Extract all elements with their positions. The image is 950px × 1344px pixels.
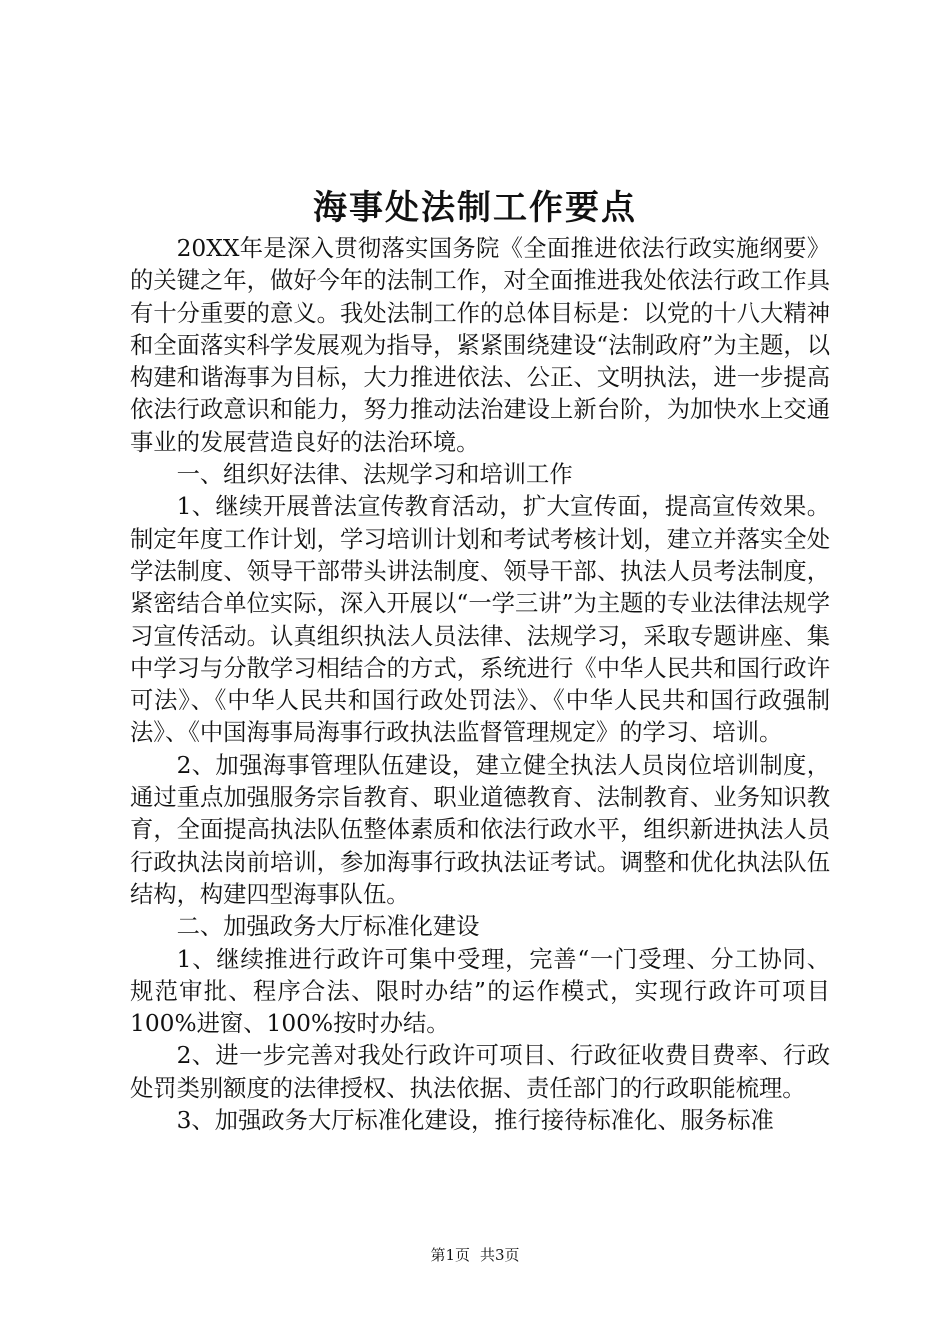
paragraph-1-1: 1、继续开展普法宣传教育活动，扩大宣传面，提高宣传效果。制定年度工作计划，学习培训计划和考试考核计划，建立并落实全处学法制度、领导干部带头讲法制度、领导干部、执法人员考法制度，紧密结合单位实际，深入开展以“一学三讲”为主题的专业法律法规学习宣传活动。认真组织执法人员法律、法规学习，采取专题讲座、集中学习与分散学习相结合的方式，系统进行《中华人民共和国行政许可法》、《中华人民共和国行政处罚法》、《中华人民共和国行政强制法》、《中国海事局海事行政执法监督管理规定》的学习、培训。 <box>130 493 830 747</box>
paragraph-2-1: 1、继续推进行政许可集中受理，完善“一门受理、分工协同、规范审批、程序合法、限时办结”的运作模式，实现行政许可项目100%进窗、100%按时办结。 <box>130 945 830 1038</box>
page-number: 第1页 <box>430 1246 470 1264</box>
paragraph-intro: 20XX年是深入贯彻落实国务院《全面推进依法行政实施纲要》的关键之年，做好今年的法制工作，对全面推进我处依法行政工作具有十分重要的意义。我处法制工作的总体目标是：以党的十八大精神和全面落实科学发展观为指导，紧紧围绕建设“法制政府”为主题，以构建和谐海事为目标，大力推进依法、公正、文明执法，进一步提高依法行政意识和能力，努力推动法治建设上新台阶，为加快水上交通事业的发展营造良好的法治环境。 <box>130 235 830 456</box>
section-heading-1: 一、组织好法律、法规学习和培训工作 <box>176 461 573 489</box>
section-heading-2: 二、加强政务大厅标准化建设 <box>176 913 480 941</box>
paragraph-1-2: 2、加强海事管理队伍建设，建立健全执法人员岗位培训制度，通过重点加强服务宗旨教育、职业道德教育、法制教育、业务知识教育，全面提高执法队伍整体素质和依法行政水平，组织新进执法人员行政执法岗前培训，参加海事行政执法证考试。调整和优化执法队伍结构，构建四型海事队伍。 <box>130 751 830 908</box>
paragraph-2-3: 3、加强政务大厅标准化建设，推行接待标准化、服务标准 <box>176 1107 774 1135</box>
page-total: 共3页 <box>480 1246 520 1264</box>
document-body <box>130 233 830 1137</box>
paragraph-2-2: 2、进一步完善对我处行政许可项目、行政征收费目费率、行政处罚类别额度的法律授权、执法依据、责任部门的行政职能梳理。 <box>130 1042 830 1102</box>
page-footer <box>0 1244 950 1266</box>
document-title: 海事处法制工作要点 <box>313 188 637 228</box>
